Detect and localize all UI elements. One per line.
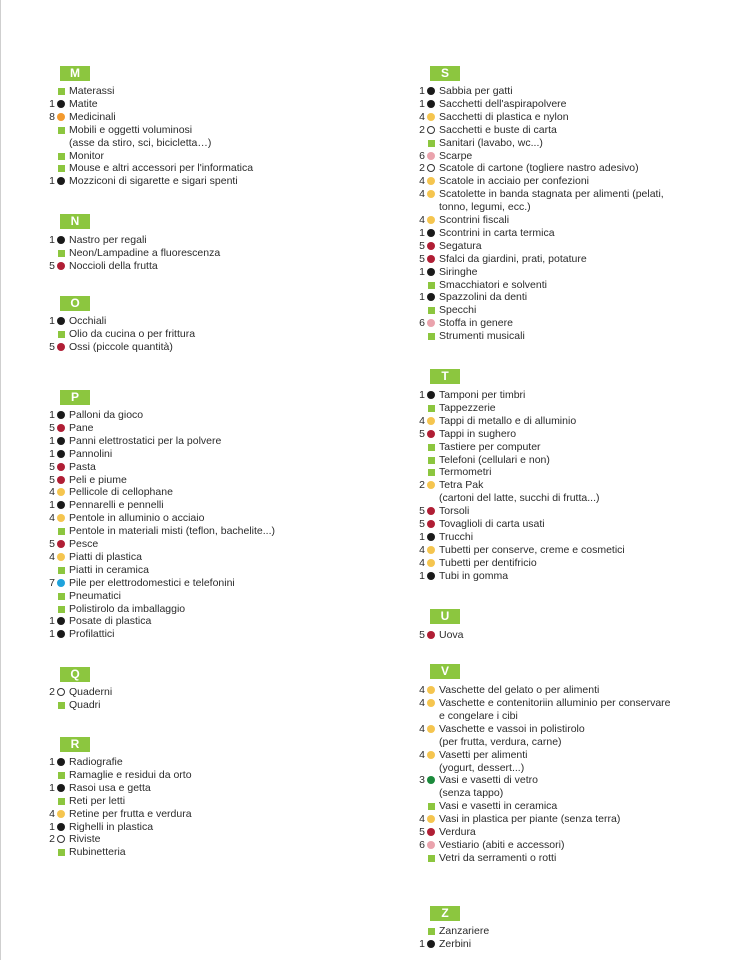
green-square-icon: [58, 606, 65, 613]
orange-dot-icon: [57, 113, 65, 121]
bin-number: 1: [49, 434, 55, 447]
yellow-dot-icon: [427, 699, 435, 707]
yellow-dot-icon: [427, 481, 435, 489]
black-dot-icon: [427, 391, 435, 399]
green-square-icon: [58, 593, 65, 600]
item-label: Pneumatici: [69, 589, 121, 602]
item-label: Stoffa in genere: [439, 317, 513, 330]
green-square-icon: [58, 798, 65, 805]
item-label: Panni elettrostatici per la polvere: [69, 434, 222, 447]
yellow-dot-icon: [427, 686, 435, 694]
black-dot-icon: [57, 236, 65, 244]
black-dot-icon: [57, 617, 65, 625]
green-square-icon: [428, 333, 435, 340]
red-dot-icon: [57, 262, 65, 270]
bin-number: 5: [419, 518, 425, 530]
bin-number: 1: [49, 315, 55, 327]
bin-number: 4: [49, 550, 55, 563]
item-label: Sanitari (lavabo, wc...): [439, 136, 543, 149]
green-square-icon: [58, 849, 65, 856]
bin-number: 4: [419, 684, 425, 696]
item-label: Spazzolini da denti: [439, 291, 528, 304]
yellow-dot-icon: [427, 546, 435, 554]
item-label: Nastro per regali: [69, 234, 147, 246]
yellow-dot-icon: [427, 216, 435, 224]
bin-number: 3: [419, 774, 425, 787]
red-dot-icon: [57, 463, 65, 471]
red-dot-icon: [57, 476, 65, 484]
item-label: Zanzariere: [439, 925, 490, 937]
item-label: Tappezzerie: [439, 401, 496, 414]
item-label: Quaderni: [69, 686, 113, 698]
item-label: Siringhe: [439, 265, 478, 278]
green-square-icon: [58, 165, 65, 172]
item-label: Reti per letti: [69, 794, 126, 807]
yellow-dot-icon: [427, 751, 435, 759]
green-square-icon: [428, 282, 435, 289]
letter-badge-v: V: [430, 664, 460, 679]
item-label: Segatura: [439, 239, 482, 252]
black-dot-icon: [427, 293, 435, 301]
bin-number: 5: [419, 252, 425, 265]
green-square-icon: [428, 803, 435, 810]
yellow-dot-icon: [427, 113, 435, 121]
bin-number: 4: [49, 807, 55, 820]
item-label: Piatti in ceramica: [69, 563, 149, 576]
item-label: Torsoli: [439, 505, 470, 518]
item-label: Pentole in materiali misti (teflon, bachelite...): [69, 525, 276, 538]
green-square-icon: [58, 127, 65, 134]
item-label: Ossi (piccole quantità): [69, 340, 173, 353]
bin-number: 4: [419, 110, 425, 123]
green-square-icon: [428, 469, 435, 476]
item-label: Tubetti per dentifricio: [439, 556, 537, 569]
red-dot-icon: [427, 255, 435, 263]
yellow-dot-icon: [427, 815, 435, 823]
green-square-icon: [58, 567, 65, 574]
item-label: Tetra Pak: [439, 479, 484, 492]
black-dot-icon: [427, 87, 435, 95]
item-label: Scatole in acciaio per confezioni: [439, 175, 590, 188]
bin-number: 1: [49, 447, 55, 460]
item-label: Scatolette in banda stagnata per alimenti (pelati,: [439, 188, 664, 201]
bin-number: 4: [419, 543, 425, 556]
item-label: Strumenti musicali: [439, 330, 525, 343]
green-square-icon: [58, 702, 65, 709]
bin-number: 2: [419, 123, 425, 136]
black-dot-icon: [427, 100, 435, 108]
item-label: Radiografie: [69, 756, 123, 768]
green-square-icon: [428, 444, 435, 451]
item-label: Ramaglie e residui da orto: [69, 768, 192, 781]
item-label: Zerbini: [439, 937, 472, 950]
green-square-icon: [58, 153, 65, 160]
item-label: Pennarelli e pennelli: [69, 499, 164, 512]
item-label: Profilattici: [69, 628, 115, 641]
bin-number: 2: [419, 162, 425, 175]
item-label: Retine per frutta e verdura: [69, 807, 192, 820]
black-dot-icon: [57, 784, 65, 792]
green-square-icon: [428, 307, 435, 314]
bin-number: 1: [419, 291, 425, 304]
bin-number: 5: [49, 259, 55, 272]
item-label: Sabbia per gatti: [439, 85, 513, 97]
item-label: Matite: [69, 97, 98, 110]
black-dot-icon: [427, 940, 435, 948]
item-label: Peli e piume: [69, 473, 127, 486]
item-label: Telefoni (cellulari e non): [439, 453, 550, 466]
hollow-circle-icon: [427, 164, 435, 172]
red-dot-icon: [427, 507, 435, 515]
item-label: Tappi di metallo e di alluminio: [439, 414, 577, 427]
bin-number: 5: [49, 421, 55, 434]
item-label: Materassi: [69, 85, 115, 97]
letter-badge-n: N: [60, 214, 90, 229]
yellow-dot-icon: [57, 810, 65, 818]
bin-number: 4: [49, 486, 55, 499]
black-dot-icon: [57, 411, 65, 419]
green-square-icon: [58, 772, 65, 779]
bin-number: 6: [419, 838, 425, 851]
bin-number: 4: [419, 748, 425, 761]
item-label: Rubinetteria: [69, 846, 126, 859]
letter-badge-t: T: [430, 369, 460, 384]
item-label: Occhiali: [69, 315, 107, 327]
item-label: Mobili e oggetti voluminosi: [69, 123, 193, 136]
red-dot-icon: [427, 430, 435, 438]
item-label: Sacchetti di plastica e nylon: [439, 110, 569, 123]
bin-number: 1: [419, 97, 425, 110]
item-label: Pesce: [69, 538, 99, 550]
item-label: Quadri: [69, 698, 101, 711]
item-label: Vaschette e vassoi in polistirolo: [439, 722, 585, 735]
letter-badge-s: S: [430, 66, 460, 81]
item-label: Tappi in sughero: [439, 427, 517, 440]
item-label: Monitor: [69, 149, 105, 162]
black-dot-icon: [57, 100, 65, 108]
black-dot-icon: [427, 229, 435, 237]
item-label: Posate di plastica: [69, 615, 152, 628]
item-label: Tubi in gomma: [439, 569, 509, 582]
item-label: Smacchiatori e solventi: [439, 278, 547, 291]
item-label: Tamponi per timbri: [439, 389, 526, 401]
letter-badge-z: Z: [430, 906, 460, 921]
item-label-continued: (asse da stiro, sci, bicicletta…): [69, 136, 212, 149]
item-label: Pellicole di cellophane: [69, 486, 173, 499]
item-label: Trucchi: [439, 530, 474, 543]
item-label: Vasetti per alimenti: [439, 748, 528, 761]
item-label: Noccioli della frutta: [69, 259, 158, 272]
bin-number: 1: [419, 389, 425, 401]
black-dot-icon: [427, 572, 435, 580]
bin-number: 1: [49, 756, 55, 768]
bin-number: 4: [419, 188, 425, 201]
bin-number: 1: [49, 97, 55, 110]
pink-dot-icon: [427, 152, 435, 160]
bin-number: 2: [419, 479, 425, 492]
green-square-icon: [428, 140, 435, 147]
item-label: Polistirolo da imballaggio: [69, 602, 186, 615]
bin-number: 4: [419, 214, 425, 226]
bin-number: 5: [419, 825, 425, 838]
green-square-icon: [58, 250, 65, 257]
item-label: Specchi: [439, 304, 477, 317]
red-dot-icon: [57, 424, 65, 432]
yellow-dot-icon: [57, 514, 65, 522]
green-square-icon: [428, 928, 435, 935]
item-label: Pentole in alluminio o acciaio: [69, 512, 205, 525]
green-square-icon: [428, 855, 435, 862]
hollow-circle-icon: [57, 835, 65, 843]
item-label: Rasoi usa e getta: [69, 781, 151, 794]
item-label: Vasi e vasetti di vetro: [439, 774, 539, 787]
green-square-icon: [428, 405, 435, 412]
item-label: Vasi e vasetti in ceramica: [439, 800, 558, 813]
item-label: Vaschette del gelato o per alimenti: [439, 684, 600, 696]
bin-number: 5: [49, 538, 55, 550]
red-dot-icon: [427, 520, 435, 528]
item-label: Termometri: [439, 466, 492, 479]
dkgreen-dot-icon: [427, 776, 435, 784]
item-label: Olio da cucina o per frittura: [69, 327, 196, 340]
item-label-continued: tonno, legumi, ecc.): [439, 201, 531, 214]
item-label: Vaschette e contenitoriin alluminio per conservare: [439, 696, 671, 709]
black-dot-icon: [57, 177, 65, 185]
bin-number: 1: [49, 781, 55, 794]
red-dot-icon: [57, 343, 65, 351]
item-label: Riviste: [69, 833, 101, 846]
bin-number: 4: [49, 512, 55, 525]
red-dot-icon: [427, 242, 435, 250]
yellow-dot-icon: [427, 725, 435, 733]
item-label: Verdura: [439, 825, 476, 838]
pink-dot-icon: [427, 319, 435, 327]
bin-number: 5: [419, 505, 425, 518]
red-dot-icon: [57, 540, 65, 548]
blue-dot-icon: [57, 579, 65, 587]
bin-number: 2: [49, 833, 55, 846]
bin-number: 1: [419, 226, 425, 239]
item-label: Scarpe: [439, 149, 473, 162]
bin-number: 4: [419, 696, 425, 709]
item-label-continued: (yogurt, dessert...): [439, 761, 525, 774]
pink-dot-icon: [427, 841, 435, 849]
bin-number: 5: [419, 239, 425, 252]
item-label-continued: e congelare i cibi: [439, 709, 518, 722]
black-dot-icon: [427, 268, 435, 276]
green-square-icon: [428, 457, 435, 464]
bin-number: 5: [49, 473, 55, 486]
item-label: Medicinali: [69, 110, 116, 123]
item-label: Palloni da gioco: [69, 409, 144, 421]
item-label-continued: (senza tappo): [439, 787, 504, 800]
item-label: Vetri da serramenti o rotti: [439, 851, 557, 864]
green-square-icon: [58, 528, 65, 535]
black-dot-icon: [57, 450, 65, 458]
letter-badge-q: Q: [60, 667, 90, 682]
yellow-dot-icon: [427, 190, 435, 198]
bin-number: 1: [419, 530, 425, 543]
item-label: Tastiere per computer: [439, 440, 541, 453]
item-label: Vestiario (abiti e accessori): [439, 838, 565, 851]
letter-badge-u: U: [430, 609, 460, 624]
bin-number: 5: [49, 460, 55, 473]
bin-number: 1: [419, 85, 425, 97]
bin-number: 1: [49, 628, 55, 641]
yellow-dot-icon: [57, 488, 65, 496]
bin-number: 1: [49, 175, 55, 188]
item-label: Mozziconi di sigarette e sigari spenti: [69, 175, 238, 188]
item-label: Uova: [439, 629, 464, 641]
black-dot-icon: [57, 437, 65, 445]
bin-number: 4: [419, 556, 425, 569]
green-square-icon: [58, 331, 65, 338]
letter-badge-r: R: [60, 737, 90, 752]
item-label: Tovaglioli di carta usati: [439, 518, 545, 530]
bin-number: 5: [49, 340, 55, 353]
item-label-continued: (cartoni del latte, succhi di frutta...): [439, 492, 600, 505]
bin-number: 1: [49, 499, 55, 512]
bin-number: 1: [49, 820, 55, 833]
black-dot-icon: [427, 533, 435, 541]
bin-number: 7: [49, 576, 55, 589]
item-label: Scontrini in carta termica: [439, 226, 555, 239]
letter-badge-p: P: [60, 390, 90, 405]
item-label: Sacchetti dell'aspirapolvere: [439, 97, 567, 110]
letter-badge-m: M: [60, 66, 90, 81]
item-label: Neon/Lampadine a fluorescenza: [69, 246, 221, 259]
item-label: Scatole di cartone (togliere nastro adesivo): [439, 162, 639, 175]
yellow-dot-icon: [427, 559, 435, 567]
bin-number: 2: [49, 686, 55, 698]
item-label: Sfalci da giardini, prati, potature: [439, 252, 587, 265]
bin-number: 4: [419, 414, 425, 427]
black-dot-icon: [57, 823, 65, 831]
green-square-icon: [58, 88, 65, 95]
bin-number: 1: [49, 234, 55, 246]
red-dot-icon: [427, 631, 435, 639]
item-label-continued: (per frutta, verdura, carne): [439, 735, 562, 748]
black-dot-icon: [57, 501, 65, 509]
letter-badge-o: O: [60, 296, 90, 311]
yellow-dot-icon: [57, 553, 65, 561]
bin-number: 5: [419, 629, 425, 641]
bin-number: 1: [419, 569, 425, 582]
page-edge-line: [0, 0, 1, 960]
bin-number: 4: [419, 722, 425, 735]
item-label: Mouse e altri accessori per l'informatica: [69, 162, 254, 175]
hollow-circle-icon: [57, 688, 65, 696]
item-label: Righelli in plastica: [69, 820, 154, 833]
bin-number: 6: [419, 317, 425, 330]
yellow-dot-icon: [427, 417, 435, 425]
bin-number: 1: [419, 937, 425, 950]
item-label: Pile per elettrodomestici e telefonini: [69, 576, 235, 589]
bin-number: 6: [419, 149, 425, 162]
hollow-circle-icon: [427, 126, 435, 134]
bin-number: 1: [419, 265, 425, 278]
item-label: Tubetti per conserve, creme e cosmetici: [439, 543, 625, 556]
bin-number: 5: [419, 427, 425, 440]
item-label: Piatti di plastica: [69, 550, 142, 563]
bin-number: 1: [49, 615, 55, 628]
bin-number: 4: [419, 813, 425, 825]
black-dot-icon: [57, 630, 65, 638]
red-dot-icon: [427, 828, 435, 836]
black-dot-icon: [57, 317, 65, 325]
item-label: Pasta: [69, 460, 96, 473]
item-label: Pane: [69, 421, 94, 434]
item-label: Scontrini fiscali: [439, 214, 510, 226]
bin-number: 8: [49, 110, 55, 123]
bin-number: 4: [419, 175, 425, 188]
item-label: Sacchetti e buste di carta: [439, 123, 557, 136]
item-label: Vasi in plastica per piante (senza terra): [439, 813, 621, 825]
item-label: Pannolini: [69, 447, 113, 460]
yellow-dot-icon: [427, 177, 435, 185]
black-dot-icon: [57, 758, 65, 766]
bin-number: 1: [49, 409, 55, 421]
